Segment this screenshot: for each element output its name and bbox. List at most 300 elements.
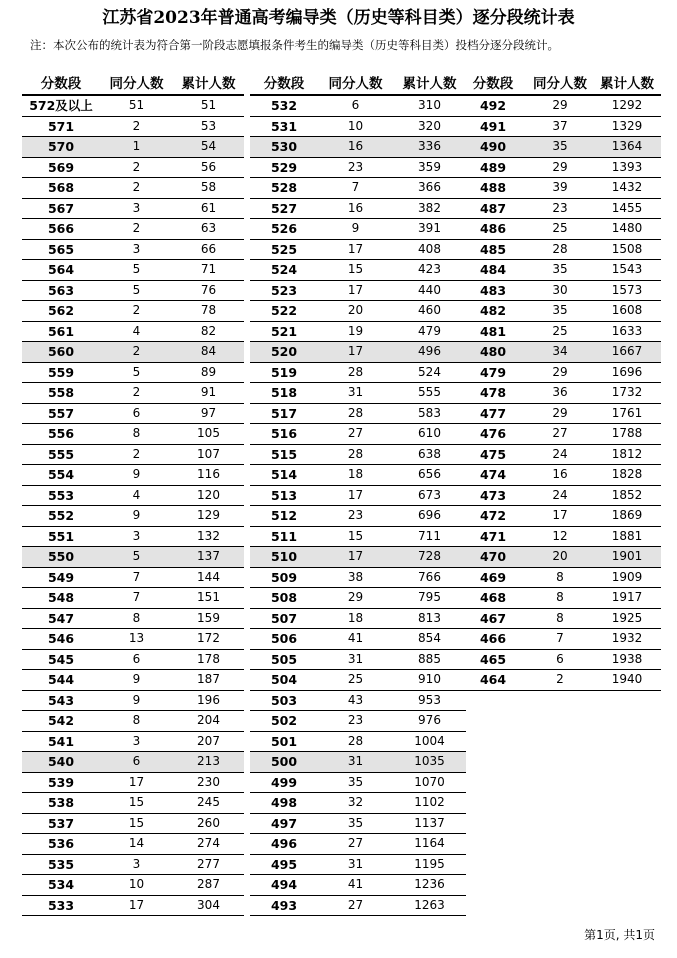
score-cell: 512	[250, 506, 318, 527]
cumulative-cell: 910	[393, 670, 466, 691]
count-cell: 41	[318, 629, 393, 650]
count-cell: 12	[527, 526, 593, 547]
table-row	[250, 157, 466, 178]
score-cell: 535	[22, 854, 100, 875]
table-row	[250, 485, 466, 506]
table-row	[250, 690, 466, 711]
count-cell: 6	[318, 95, 393, 116]
table-row	[22, 567, 244, 588]
score-header: 分数段	[250, 70, 318, 95]
cumulative-cell: 245	[173, 793, 244, 814]
cumulative-cell: 1869	[593, 506, 661, 527]
cumulative-cell: 555	[393, 383, 466, 404]
score-cell: 523	[250, 280, 318, 301]
cumulative-cell: 51	[173, 95, 244, 116]
table-row	[250, 670, 466, 691]
count-cell: 6	[100, 649, 173, 670]
score-cell: 545	[22, 649, 100, 670]
table-row	[250, 137, 466, 158]
score-cell: 568	[22, 178, 100, 199]
count-cell: 34	[527, 342, 593, 363]
score-cell: 486	[459, 219, 527, 240]
score-cell: 465	[459, 649, 527, 670]
cumulative-cell: 178	[173, 649, 244, 670]
cumulative-cell: 496	[393, 342, 466, 363]
table-row	[459, 137, 661, 158]
cumulative-cell: 63	[173, 219, 244, 240]
score-cell: 510	[250, 547, 318, 568]
cumulative-cell: 1004	[393, 731, 466, 752]
score-cell: 472	[459, 506, 527, 527]
score-cell: 566	[22, 219, 100, 240]
table-row	[22, 342, 244, 363]
count-cell: 25	[318, 670, 393, 691]
table-row	[22, 403, 244, 424]
count-cell: 23	[527, 198, 593, 219]
count-header: 同分人数	[100, 70, 173, 95]
table-row	[459, 547, 661, 568]
cumulative-cell: 460	[393, 301, 466, 322]
count-cell: 3	[100, 731, 173, 752]
score-cell: 503	[250, 690, 318, 711]
cumulative-cell: 120	[173, 485, 244, 506]
score-cell: 499	[250, 772, 318, 793]
count-cell: 23	[318, 506, 393, 527]
table-column-3	[459, 70, 661, 691]
score-cell: 532	[250, 95, 318, 116]
count-cell: 29	[527, 362, 593, 383]
table-note: 注：本次公布的统计表为符合第一阶段志愿填报条件考生的编导类（历史等科目类）投档分逐分段统计。	[30, 38, 559, 52]
count-cell: 7	[100, 567, 173, 588]
score-cell: 492	[459, 95, 527, 116]
cumulative-cell: 408	[393, 239, 466, 260]
count-cell: 2	[100, 444, 173, 465]
count-cell: 8	[100, 608, 173, 629]
count-cell: 30	[527, 280, 593, 301]
score-cell: 518	[250, 383, 318, 404]
count-cell: 23	[318, 157, 393, 178]
cumulative-cell: 583	[393, 403, 466, 424]
cumulative-cell: 1696	[593, 362, 661, 383]
cumulative-cell: 1329	[593, 116, 661, 137]
cumulative-cell: 76	[173, 280, 244, 301]
table-row	[459, 239, 661, 260]
score-cell: 476	[459, 424, 527, 445]
cumulative-cell: 89	[173, 362, 244, 383]
table-row	[22, 137, 244, 158]
score-cell: 556	[22, 424, 100, 445]
score-cell: 543	[22, 690, 100, 711]
count-cell: 10	[100, 875, 173, 896]
cumulative-cell: 1508	[593, 239, 661, 260]
score-cell: 536	[22, 834, 100, 855]
cumulative-cell: 1236	[393, 875, 466, 896]
cumulative-cell: 1137	[393, 813, 466, 834]
cumulative-cell: 1195	[393, 854, 466, 875]
count-cell: 17	[318, 239, 393, 260]
score-cell: 490	[459, 137, 527, 158]
count-cell: 3	[100, 239, 173, 260]
cumulative-cell: 1573	[593, 280, 661, 301]
count-cell: 17	[318, 342, 393, 363]
cumulative-cell: 382	[393, 198, 466, 219]
table-row	[250, 608, 466, 629]
cumulative-cell: 1909	[593, 567, 661, 588]
score-header: 分数段	[459, 70, 527, 95]
count-cell: 5	[100, 362, 173, 383]
score-cell: 528	[250, 178, 318, 199]
cumulative-cell: 310	[393, 95, 466, 116]
page-footer: 第1页, 共1页	[584, 928, 655, 942]
count-cell: 35	[527, 260, 593, 281]
cumulative-cell: 1364	[593, 137, 661, 158]
score-cell: 483	[459, 280, 527, 301]
score-cell: 506	[250, 629, 318, 650]
score-cell: 479	[459, 362, 527, 383]
table-row	[250, 793, 466, 814]
count-cell: 6	[100, 403, 173, 424]
header-row	[459, 70, 661, 95]
cumulative-cell: 1932	[593, 629, 661, 650]
table-row	[250, 629, 466, 650]
count-cell: 28	[527, 239, 593, 260]
count-cell: 24	[527, 485, 593, 506]
cumulative-cell: 287	[173, 875, 244, 896]
table-row	[22, 772, 244, 793]
score-cell: 540	[22, 752, 100, 773]
count-cell: 43	[318, 690, 393, 711]
table-row	[250, 178, 466, 199]
score-cell: 547	[22, 608, 100, 629]
count-cell: 7	[527, 629, 593, 650]
score-cell: 571	[22, 116, 100, 137]
score-cell: 505	[250, 649, 318, 670]
score-cell: 481	[459, 321, 527, 342]
count-cell: 18	[318, 608, 393, 629]
page-title: 江苏省2023年普通高考编导类（历史等科目类）逐分段统计表	[102, 8, 575, 28]
table-row	[459, 567, 661, 588]
cumulative-cell: 129	[173, 506, 244, 527]
table-row	[250, 219, 466, 240]
table-row	[22, 219, 244, 240]
table-row	[459, 444, 661, 465]
table-row	[459, 116, 661, 137]
count-cell: 31	[318, 649, 393, 670]
score-cell: 565	[22, 239, 100, 260]
cumulative-cell: 137	[173, 547, 244, 568]
score-cell: 569	[22, 157, 100, 178]
count-cell: 36	[527, 383, 593, 404]
table-row	[22, 362, 244, 383]
table-row	[250, 752, 466, 773]
table-row	[22, 95, 244, 116]
table-row	[459, 157, 661, 178]
count-cell: 29	[527, 95, 593, 116]
table-row	[250, 526, 466, 547]
score-cell: 504	[250, 670, 318, 691]
table-row	[250, 506, 466, 527]
table-row	[459, 629, 661, 650]
score-cell: 471	[459, 526, 527, 547]
score-cell: 537	[22, 813, 100, 834]
cumulative-cell: 213	[173, 752, 244, 773]
count-cell: 38	[318, 567, 393, 588]
count-cell: 51	[100, 95, 173, 116]
cumulative-cell: 304	[173, 895, 244, 916]
table-row	[22, 239, 244, 260]
count-cell: 25	[527, 321, 593, 342]
score-cell: 513	[250, 485, 318, 506]
table-row	[459, 219, 661, 240]
score-cell: 469	[459, 567, 527, 588]
score-cell: 570	[22, 137, 100, 158]
count-cell: 20	[527, 547, 593, 568]
score-cell: 497	[250, 813, 318, 834]
count-cell: 9	[318, 219, 393, 240]
score-cell: 563	[22, 280, 100, 301]
table-row	[459, 588, 661, 609]
table-row	[250, 383, 466, 404]
count-cell: 6	[527, 649, 593, 670]
table-row	[459, 506, 661, 527]
table-row	[250, 342, 466, 363]
score-cell: 509	[250, 567, 318, 588]
cumulative-cell: 144	[173, 567, 244, 588]
score-cell: 514	[250, 465, 318, 486]
count-cell: 14	[100, 834, 173, 855]
count-cell: 2	[527, 670, 593, 691]
cumulative-cell: 187	[173, 670, 244, 691]
cumulative-cell: 1667	[593, 342, 661, 363]
table-row	[250, 116, 466, 137]
score-cell: 531	[250, 116, 318, 137]
cumulative-cell: 1917	[593, 588, 661, 609]
score-table-2	[250, 70, 466, 916]
cumulative-cell: 1901	[593, 547, 661, 568]
cumulative-cell: 728	[393, 547, 466, 568]
table-row	[22, 157, 244, 178]
table-row	[22, 752, 244, 773]
count-cell: 20	[318, 301, 393, 322]
cumulative-cell: 1164	[393, 834, 466, 855]
cumulative-cell: 196	[173, 690, 244, 711]
table-row	[250, 280, 466, 301]
score-cell: 539	[22, 772, 100, 793]
score-cell: 553	[22, 485, 100, 506]
score-cell: 541	[22, 731, 100, 752]
cumulative-cell: 1788	[593, 424, 661, 445]
cumulative-cell: 610	[393, 424, 466, 445]
table-row	[459, 608, 661, 629]
cumulative-cell: 1455	[593, 198, 661, 219]
cumulative-cell: 795	[393, 588, 466, 609]
table-row	[22, 198, 244, 219]
count-cell: 4	[100, 485, 173, 506]
cumulative-cell: 1292	[593, 95, 661, 116]
count-cell: 27	[527, 424, 593, 445]
count-cell: 28	[318, 731, 393, 752]
cumulative-cell: 656	[393, 465, 466, 486]
table-row	[22, 813, 244, 834]
score-cell: 500	[250, 752, 318, 773]
cumulative-cell: 391	[393, 219, 466, 240]
table-row	[22, 383, 244, 404]
score-cell: 560	[22, 342, 100, 363]
count-cell: 16	[318, 137, 393, 158]
table-row	[459, 321, 661, 342]
count-cell: 15	[318, 260, 393, 281]
table-row	[459, 649, 661, 670]
score-cell: 468	[459, 588, 527, 609]
table-row	[459, 301, 661, 322]
score-cell: 548	[22, 588, 100, 609]
cumulative-cell: 1263	[393, 895, 466, 916]
table-row	[250, 854, 466, 875]
table-row	[22, 506, 244, 527]
table-row	[22, 526, 244, 547]
table-row	[22, 280, 244, 301]
score-cell: 551	[22, 526, 100, 547]
table-row	[250, 813, 466, 834]
cumulative-cell: 479	[393, 321, 466, 342]
count-cell: 13	[100, 629, 173, 650]
count-cell: 35	[527, 301, 593, 322]
score-table-1	[22, 70, 244, 916]
score-cell: 542	[22, 711, 100, 732]
count-cell: 17	[318, 547, 393, 568]
cumulative-cell: 97	[173, 403, 244, 424]
count-cell: 17	[100, 772, 173, 793]
count-cell: 31	[318, 854, 393, 875]
table-row	[22, 485, 244, 506]
count-cell: 31	[318, 383, 393, 404]
score-cell: 534	[22, 875, 100, 896]
cumulative-cell: 1480	[593, 219, 661, 240]
table-row	[250, 895, 466, 916]
cumulative-cell: 204	[173, 711, 244, 732]
table-row	[459, 670, 661, 691]
table-row	[250, 649, 466, 670]
score-cell: 524	[250, 260, 318, 281]
score-cell: 475	[459, 444, 527, 465]
table-row	[250, 731, 466, 752]
cumulative-cell: 82	[173, 321, 244, 342]
score-cell: 496	[250, 834, 318, 855]
table-row	[22, 301, 244, 322]
cumulative-cell: 1828	[593, 465, 661, 486]
count-cell: 17	[318, 485, 393, 506]
score-cell: 527	[250, 198, 318, 219]
cumulative-cell: 976	[393, 711, 466, 732]
table-row	[459, 342, 661, 363]
table-row	[459, 424, 661, 445]
table-row	[22, 875, 244, 896]
score-cell: 572及以上	[22, 95, 100, 116]
score-cell: 546	[22, 629, 100, 650]
count-cell: 2	[100, 178, 173, 199]
count-cell: 16	[527, 465, 593, 486]
count-cell: 10	[318, 116, 393, 137]
cumulative-cell: 1881	[593, 526, 661, 547]
cumulative-cell: 854	[393, 629, 466, 650]
table-row	[459, 526, 661, 547]
cumulative-cell: 172	[173, 629, 244, 650]
count-cell: 31	[318, 752, 393, 773]
score-cell: 493	[250, 895, 318, 916]
score-cell: 491	[459, 116, 527, 137]
cumulative-cell: 766	[393, 567, 466, 588]
count-cell: 2	[100, 301, 173, 322]
table-row	[22, 608, 244, 629]
cumulative-cell: 440	[393, 280, 466, 301]
count-cell: 9	[100, 670, 173, 691]
count-cell: 25	[527, 219, 593, 240]
score-cell: 554	[22, 465, 100, 486]
table-row	[22, 834, 244, 855]
score-header: 分数段	[22, 70, 100, 95]
cumulative-cell: 274	[173, 834, 244, 855]
count-cell: 8	[527, 588, 593, 609]
count-cell: 4	[100, 321, 173, 342]
cumulative-cell: 1633	[593, 321, 661, 342]
count-cell: 18	[318, 465, 393, 486]
cumulative-cell: 1812	[593, 444, 661, 465]
score-cell: 470	[459, 547, 527, 568]
score-cell: 477	[459, 403, 527, 424]
score-cell: 550	[22, 547, 100, 568]
count-cell: 8	[527, 608, 593, 629]
score-cell: 526	[250, 219, 318, 240]
count-cell: 29	[527, 403, 593, 424]
table-row	[250, 875, 466, 896]
count-cell: 8	[100, 424, 173, 445]
cumulative-cell: 277	[173, 854, 244, 875]
score-cell: 549	[22, 567, 100, 588]
score-cell: 558	[22, 383, 100, 404]
count-cell: 8	[527, 567, 593, 588]
cumulative-cell: 711	[393, 526, 466, 547]
count-cell: 24	[527, 444, 593, 465]
count-header: 同分人数	[527, 70, 593, 95]
count-cell: 16	[318, 198, 393, 219]
cumulative-cell: 336	[393, 137, 466, 158]
score-cell: 530	[250, 137, 318, 158]
score-cell: 494	[250, 875, 318, 896]
table-row	[250, 403, 466, 424]
count-header: 同分人数	[318, 70, 393, 95]
cumulative-header: 累计人数	[393, 70, 466, 95]
score-cell: 515	[250, 444, 318, 465]
cumulative-cell: 84	[173, 342, 244, 363]
table-row	[250, 198, 466, 219]
score-cell: 484	[459, 260, 527, 281]
cumulative-cell: 91	[173, 383, 244, 404]
cumulative-cell: 1393	[593, 157, 661, 178]
cumulative-cell: 151	[173, 588, 244, 609]
count-cell: 37	[527, 116, 593, 137]
score-cell: 538	[22, 793, 100, 814]
count-cell: 19	[318, 321, 393, 342]
count-cell: 3	[100, 526, 173, 547]
table-row	[22, 895, 244, 916]
count-cell: 17	[318, 280, 393, 301]
count-cell: 28	[318, 403, 393, 424]
table-row	[22, 321, 244, 342]
count-cell: 29	[527, 157, 593, 178]
cumulative-cell: 53	[173, 116, 244, 137]
count-cell: 5	[100, 280, 173, 301]
count-cell: 2	[100, 157, 173, 178]
